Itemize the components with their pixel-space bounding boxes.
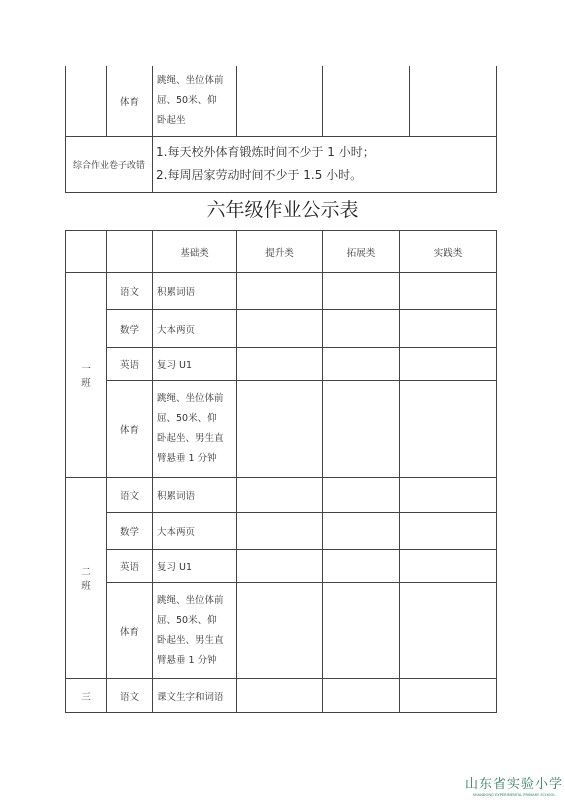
summary-label: 综合作业卷子改错 [66, 136, 153, 192]
subject-cell: 语文 [107, 679, 153, 713]
class-cell [66, 66, 107, 136]
homework-line: 卧起坐、男生直 [157, 433, 224, 444]
table-row [66, 310, 497, 348]
extend-cell [323, 583, 400, 679]
basic-homework-cell: 复习 U1 [153, 348, 237, 381]
header-basic: 基础类 [153, 231, 237, 273]
advance-cell [237, 348, 323, 381]
extend-cell [323, 66, 410, 136]
basic-homework-cell: 复习 U1 [153, 550, 237, 583]
basic-homework-cell: 课文生字和词语 [153, 679, 237, 713]
extend-cell [323, 679, 400, 713]
header-advance: 提升类 [237, 231, 323, 273]
subject-cell: 数学 [107, 513, 153, 550]
homework-line: 屈、50米、仰 [157, 94, 217, 106]
subject-cell: 语文 [107, 478, 153, 513]
advance-cell [237, 550, 323, 583]
homework-line: 跳绳、坐位体前 [157, 393, 224, 404]
requirement-line: 2.每周居家劳动时间不少于 1.5 小时。 [156, 168, 363, 182]
advance-cell [237, 513, 323, 550]
class-name-cell: 三 [66, 679, 107, 713]
subject-cell: 英语 [107, 348, 153, 381]
subject-cell: 体育 [107, 66, 153, 136]
practice-cell [400, 583, 497, 679]
homework-line: 卧起坐 [157, 114, 186, 126]
subject-cell: 数学 [107, 310, 153, 348]
advance-cell [237, 310, 323, 348]
table-row [66, 679, 497, 713]
practice-cell [400, 478, 497, 513]
basic-homework-cell: 积累词语 [153, 273, 237, 310]
extend-cell [323, 273, 400, 310]
homework-line: 跳绳、坐位体前 [157, 594, 224, 606]
homework-line: 臂悬垂 1 分钟 [157, 654, 217, 666]
header-extend: 拓展类 [323, 231, 400, 273]
practice-cell [400, 273, 497, 310]
class-name-cell [66, 273, 107, 478]
table-row [66, 381, 497, 478]
table-row [66, 478, 497, 513]
previous-grade-table [65, 66, 497, 193]
class-name-char: 班 [81, 581, 91, 592]
extend-cell [323, 310, 400, 348]
school-logo-name: 山东省实验小学 [465, 777, 564, 792]
advance-cell [237, 381, 323, 478]
practice-cell [400, 550, 497, 583]
homework-line: 屈、50米、仰 [157, 413, 217, 424]
school-logo [465, 773, 563, 797]
header-practice: 实践类 [400, 231, 497, 273]
extend-cell [323, 348, 400, 381]
homework-line: 臂悬垂 1 分钟 [157, 453, 217, 464]
basic-homework-cell: 大本两页 [153, 310, 237, 348]
class-name-char: 班 [81, 378, 91, 389]
subject-cell: 语文 [107, 273, 153, 310]
table-row [66, 550, 497, 583]
subject-cell: 体育 [107, 583, 153, 679]
homework-line: 屈、50米、仰 [157, 614, 217, 626]
table-row [66, 273, 497, 310]
school-logo-english: SHANDONG EXPERIMENTAL PRIMARY SCHOOL [472, 793, 556, 797]
subject-cell: 英语 [107, 550, 153, 583]
homework-line: 跳绳、坐位体前 [157, 74, 224, 86]
table-row [66, 348, 497, 381]
page-title: 六年级作业公示表 [206, 199, 359, 221]
advance-cell [237, 66, 323, 136]
extend-cell [323, 478, 400, 513]
basic-homework-cell [153, 66, 237, 136]
practice-cell [400, 348, 497, 381]
homework-table [65, 230, 497, 713]
advance-cell [237, 273, 323, 310]
advance-cell [237, 583, 323, 679]
header-blank [66, 231, 107, 273]
basic-homework-cell [153, 381, 237, 478]
subject-cell: 体育 [107, 381, 153, 478]
practice-cell [400, 310, 497, 348]
header-blank [107, 231, 153, 273]
practice-cell [400, 381, 497, 478]
class-name-cell [66, 478, 107, 679]
practice-cell [410, 66, 497, 136]
basic-homework-cell: 积累词语 [153, 478, 237, 513]
extend-cell [323, 381, 400, 478]
basic-homework-cell: 大本两页 [153, 513, 237, 550]
extend-cell [323, 513, 400, 550]
requirement-line: 1.每天校外体育锻炼时间不少于 1 小时； [156, 145, 375, 159]
extend-cell [323, 550, 400, 583]
homework-line: 卧起坐、男生直 [157, 634, 224, 646]
header-row [66, 231, 497, 273]
advance-cell [237, 679, 323, 713]
basic-homework-cell [153, 583, 237, 679]
class-name-char: 二 [81, 567, 91, 578]
requirements-cell [153, 136, 497, 192]
practice-cell [400, 679, 497, 713]
table-row [66, 583, 497, 679]
class-name-char: 一 [81, 364, 91, 375]
table-row [66, 513, 497, 550]
advance-cell [237, 478, 323, 513]
practice-cell [400, 513, 497, 550]
